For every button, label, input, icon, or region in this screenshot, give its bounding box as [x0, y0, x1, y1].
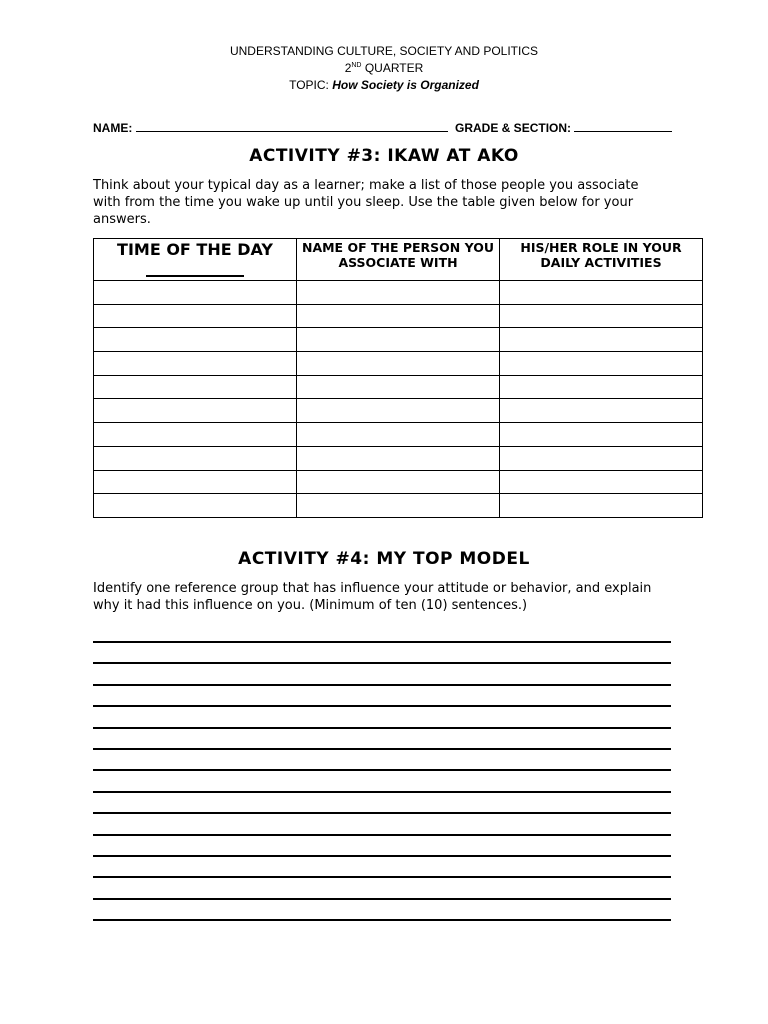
- table-header-row: [94, 239, 703, 281]
- answer-line[interactable]: [93, 812, 671, 814]
- topic-line: [0, 78, 768, 93]
- table-row: [94, 423, 703, 447]
- table-row: [94, 470, 703, 494]
- answer-line[interactable]: [93, 727, 671, 729]
- table-cell[interactable]: [500, 328, 703, 352]
- table-cell[interactable]: [500, 304, 703, 328]
- table-cell[interactable]: [94, 375, 297, 399]
- answer-line[interactable]: [93, 662, 671, 664]
- quarter-suffix: ND: [351, 62, 362, 69]
- answer-line[interactable]: [93, 919, 671, 921]
- activity4-title: ACTIVITY #4: MY TOP MODEL: [238, 549, 530, 569]
- table-cell[interactable]: [94, 423, 297, 447]
- table-row: [94, 304, 703, 328]
- table-cell[interactable]: [500, 375, 703, 399]
- table-cell[interactable]: [94, 470, 297, 494]
- table-cell[interactable]: [500, 446, 703, 470]
- column-header-role: HIS/HER ROLE IN YOUR DAILY ACTIVITIES: [500, 239, 703, 281]
- answer-line[interactable]: [93, 641, 671, 643]
- student-info-row: [93, 120, 673, 136]
- table-cell[interactable]: [94, 446, 297, 470]
- table-cell[interactable]: [500, 423, 703, 447]
- quarter-label: QUARTER: [361, 61, 424, 75]
- table-cell[interactable]: [297, 470, 500, 494]
- answer-line[interactable]: [93, 855, 671, 857]
- answer-line[interactable]: [93, 769, 671, 771]
- quarter-number: 2: [344, 61, 352, 75]
- table-cell[interactable]: [500, 494, 703, 518]
- name-blank[interactable]: [136, 120, 448, 132]
- grade-section-blank[interactable]: [574, 120, 672, 132]
- table-row: [94, 352, 703, 376]
- activity4-instructions: Identify one reference group that has influence your attitude or behavior, and explain why it had this influence on you. (Minimum of ten (10) sentences.): [93, 581, 652, 613]
- answer-line[interactable]: [93, 876, 671, 878]
- answer-line[interactable]: [93, 898, 671, 900]
- subject-title: UNDERSTANDING CULTURE, SOCIETY AND POLITICS: [229, 44, 539, 58]
- table-cell[interactable]: [297, 328, 500, 352]
- table-row: [94, 494, 703, 518]
- activity3-instructions: Think about your typical day as a learner; make a list of those people you associate with from the time you wake up until you sleep. Use the table given below for your answers.: [93, 178, 639, 227]
- answer-line[interactable]: [93, 705, 671, 707]
- table-cell[interactable]: [94, 494, 297, 518]
- table-row: [94, 375, 703, 399]
- answer-line[interactable]: [93, 748, 671, 750]
- table-cell[interactable]: [297, 494, 500, 518]
- table-cell[interactable]: [297, 375, 500, 399]
- table-cell[interactable]: [500, 352, 703, 376]
- column-header-time-label: TIME OF THE DAY: [117, 240, 273, 259]
- table-cell[interactable]: [297, 399, 500, 423]
- table-body: [94, 281, 703, 518]
- activity3-table: [93, 238, 703, 518]
- table-row: [94, 328, 703, 352]
- column-header-time: [94, 239, 297, 281]
- table-row: [94, 281, 703, 305]
- table-cell[interactable]: [94, 399, 297, 423]
- table-cell[interactable]: [94, 328, 297, 352]
- table-cell[interactable]: [297, 304, 500, 328]
- table-cell[interactable]: [94, 352, 297, 376]
- table-cell[interactable]: [297, 423, 500, 447]
- table-row: [94, 446, 703, 470]
- table-cell[interactable]: [297, 281, 500, 305]
- name-label: NAME:: [93, 121, 133, 135]
- activity3-title: ACTIVITY #3: IKAW AT AKO: [249, 146, 519, 166]
- topic-value: How Society is Organized: [332, 78, 479, 92]
- table-cell[interactable]: [297, 446, 500, 470]
- table-cell[interactable]: [500, 281, 703, 305]
- table-cell[interactable]: [297, 352, 500, 376]
- answer-line[interactable]: [93, 834, 671, 836]
- table-cell[interactable]: [500, 399, 703, 423]
- topic-label: TOPIC:: [289, 78, 333, 92]
- time-header-blank: [146, 260, 244, 277]
- table-cell[interactable]: [500, 470, 703, 494]
- answer-lines: [93, 641, 671, 940]
- grade-section-label: GRADE & SECTION:: [455, 121, 572, 135]
- table-row: [94, 399, 703, 423]
- answer-line[interactable]: [93, 684, 671, 686]
- quarter-line: [0, 61, 768, 76]
- answer-line[interactable]: [93, 791, 671, 793]
- table-cell[interactable]: [94, 304, 297, 328]
- column-header-person: NAME OF THE PERSON YOU ASSOCIATE WITH: [297, 239, 500, 281]
- table-cell[interactable]: [94, 281, 297, 305]
